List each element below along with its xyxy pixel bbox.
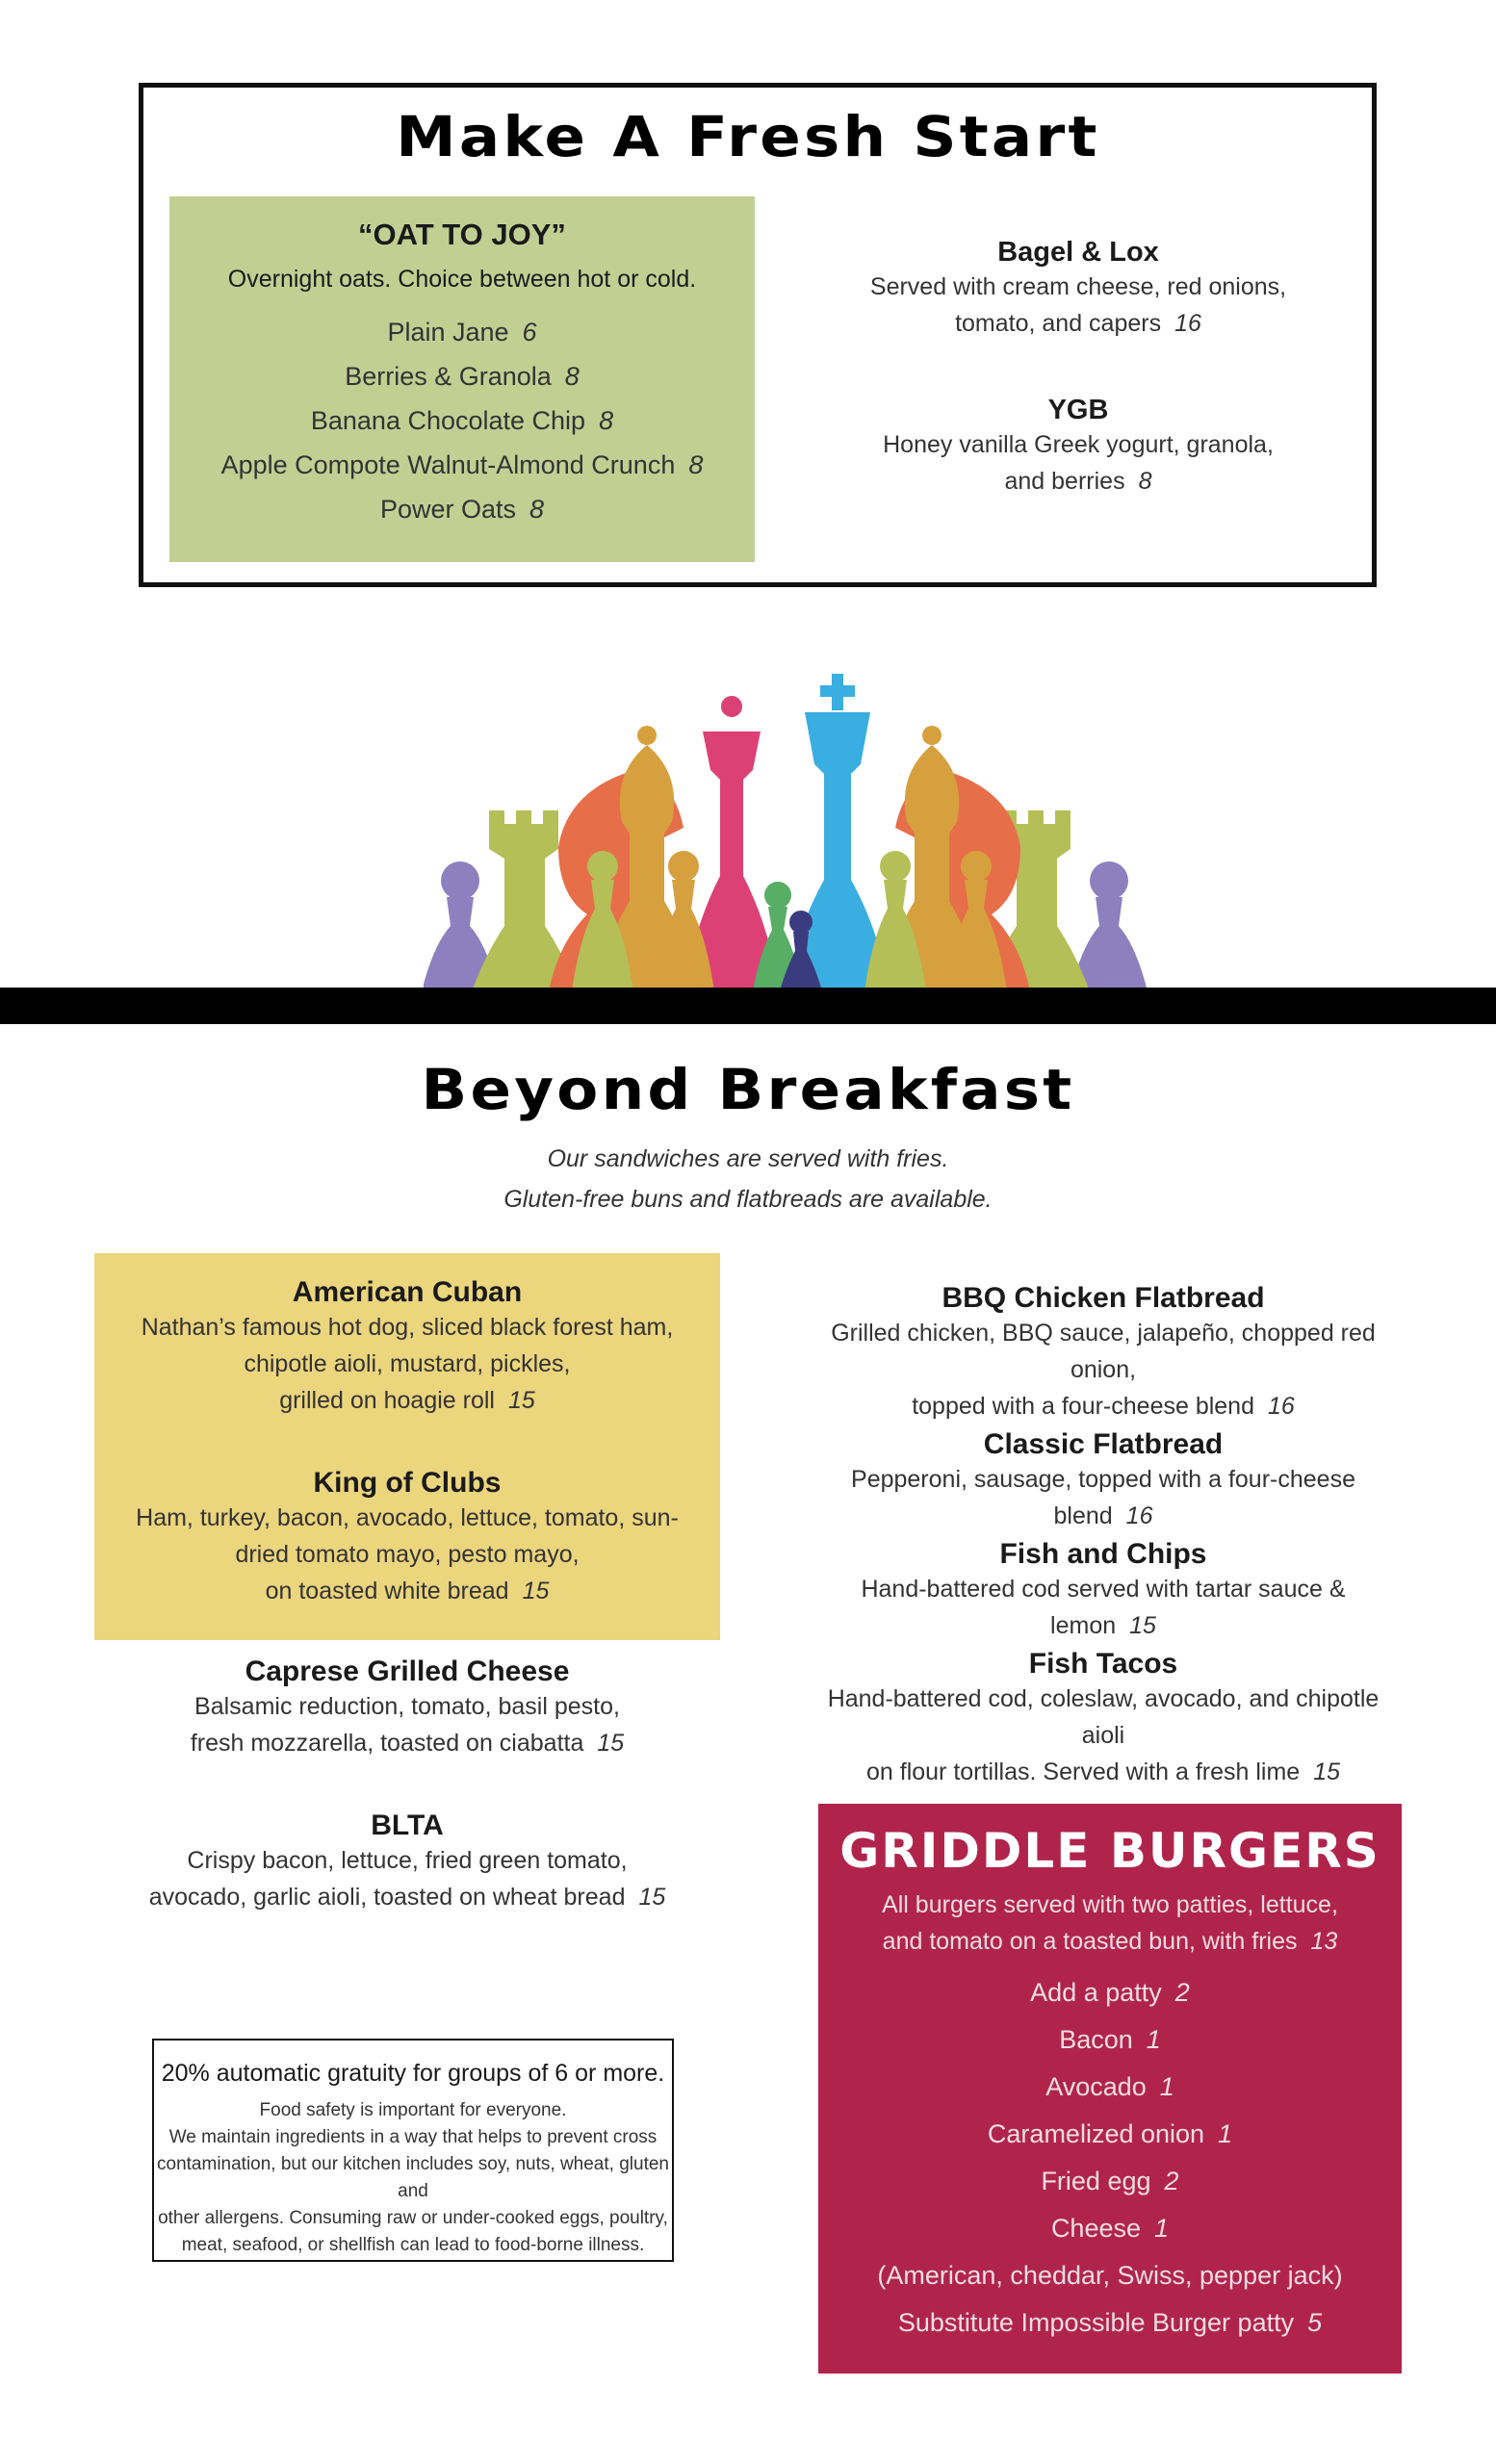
burger-addon: Avocado 1: [1045, 2072, 1174, 2101]
item-name: Apple Compote Walnut-Almond Crunch: [220, 450, 676, 479]
burger-addon: Caramelized onion 1: [987, 2119, 1233, 2148]
item-price: 8: [1138, 468, 1152, 495]
burger-addon: (American, cheddar, Swiss, pepper jack): [877, 2261, 1343, 2290]
item-desc: on flour tortillas. Served with a fresh lime: [866, 1758, 1301, 1785]
oat-subtitle: Overnight oats. Choice between hot or cold.: [227, 266, 697, 293]
item-name: YGB: [1047, 395, 1109, 425]
item-desc: Balsamic reduction, tomato, basil pesto,: [194, 1693, 620, 1720]
item-price: 16: [1268, 1393, 1295, 1420]
item-desc: topped with a four-cheese blend: [912, 1393, 1254, 1420]
menu-item: [169, 495, 755, 525]
item-price: 15: [522, 1578, 550, 1604]
item-price: 15: [1313, 1758, 1340, 1785]
menu-item-bagel: [828, 237, 1328, 342]
item-desc: fresh mozzarella, toasted on ciabatta: [190, 1730, 584, 1757]
divider-band: [0, 988, 1496, 1024]
menu-item-caprese: [94, 1656, 720, 1761]
safety-line: We maintain ingredients in a way that helps to prevent cross: [168, 2127, 658, 2147]
item-name: Caprese Grilled Cheese: [245, 1656, 570, 1687]
menu-item-fish-and-chips: [814, 1538, 1392, 1644]
item-desc: Honey vanilla Greek yogurt, granola,: [883, 431, 1274, 458]
intro-line: Gluten-free buns and flatbreads are available.: [503, 1186, 993, 1213]
intro-line: Our sandwiches are served with fries.: [547, 1145, 949, 1172]
griddle-burgers-title: GRIDDLE BURGERS: [839, 1823, 1380, 1879]
item-desc: on toasted white bread: [265, 1578, 509, 1604]
safety-line: contamination, but our kitchen includes soy, nuts, wheat, gluten and: [157, 2154, 669, 2201]
item-desc: Ham, turkey, bacon, avocado, lettuce, tomato, sun-: [136, 1504, 679, 1531]
menu-item-king-of-clubs: [94, 1467, 720, 1609]
item-desc: chipotle aioli, mustard, pickles,: [244, 1350, 571, 1377]
item-desc: Crispy bacon, lettuce, fried green tomato,: [187, 1847, 628, 1874]
item-desc: Hand-battered cod served with tartar sauce & lemon: [861, 1576, 1346, 1639]
item-desc: avocado, garlic aioli, toasted on wheat bread: [148, 1884, 626, 1911]
item-price: 8: [599, 406, 614, 435]
gratuity-title: 20% automatic gratuity for groups of 6 or more.: [161, 2060, 665, 2087]
item-name: BLTA: [371, 1810, 444, 1841]
menu-item: [169, 450, 755, 480]
item-price: 8: [564, 362, 580, 391]
item-desc: tomato, and capers: [955, 310, 1162, 337]
item-name: King of Clubs: [313, 1467, 502, 1499]
item-price: 6: [522, 318, 537, 346]
item-name: Berries & Granola: [345, 362, 552, 391]
item-price: 16: [1174, 310, 1201, 337]
burger-addon: Fried egg 2: [1041, 2167, 1179, 2195]
burger-desc: and tomato on a toasted bun, with fries: [882, 1928, 1298, 1955]
menu-item-blta: [94, 1810, 720, 1915]
item-name: American Cuban: [292, 1276, 523, 1308]
burger-desc: All burgers served with two patties, lettuce,: [882, 1891, 1338, 1918]
gratuity-notice: [152, 2039, 674, 2262]
menu-item-bbq-flatbread: [814, 1282, 1392, 1424]
item-name: Power Oats: [379, 495, 517, 524]
burger-price: 13: [1310, 1928, 1338, 1955]
burger-addon: Substitute Impossible Burger patty 5: [897, 2308, 1323, 2337]
item-desc: Grilled chicken, BBQ sauce, jalapeño, chopped red onion,: [831, 1320, 1376, 1383]
item-name: BBQ Chicken Flatbread: [941, 1282, 1265, 1314]
item-price: 15: [1129, 1612, 1156, 1639]
item-name: Fish Tacos: [1028, 1648, 1178, 1680]
griddle-burgers-panel: [818, 1804, 1402, 2374]
menu-item-ygb: [828, 395, 1328, 500]
menu-item: [169, 406, 755, 436]
item-name: Fish and Chips: [999, 1538, 1207, 1570]
item-name: Plain Jane: [387, 318, 509, 346]
item-price: 16: [1125, 1502, 1153, 1529]
menu-item-fish-tacos: [814, 1648, 1392, 1790]
item-desc: dried tomato mayo, pesto mayo,: [235, 1541, 580, 1568]
safety-line: meat, seafood, or shellfish can lead to food-borne illness.: [181, 2235, 645, 2255]
item-desc: Nathan’s famous hot dog, sliced black forest ham,: [141, 1314, 674, 1341]
safety-line: Food safety is important for everyone.: [259, 2100, 567, 2120]
fresh-start-title: Make A Fresh Start: [396, 104, 1100, 169]
menu-item: [169, 318, 755, 347]
item-desc: and berries: [1004, 468, 1125, 495]
beyond-breakfast-title: Beyond Breakfast: [421, 1057, 1075, 1122]
burger-addon: Add a patty 2: [1030, 1978, 1190, 2007]
safety-line: other allergens. Consuming raw or under-cooked eggs, poultry,: [158, 2208, 668, 2228]
item-price: 15: [507, 1387, 535, 1414]
item-name: Classic Flatbread: [983, 1428, 1224, 1460]
item-name: Banana Chocolate Chip: [310, 406, 586, 435]
burger-addon: Bacon 1: [1059, 2025, 1161, 2054]
oat-title: “OAT TO JOY”: [358, 218, 566, 251]
item-desc: Served with cream cheese, red onions,: [869, 273, 1287, 300]
item-price: 15: [638, 1884, 666, 1911]
burger-addon: Cheese 1: [1050, 2214, 1170, 2243]
item-desc: Hand-battered cod, coleslaw, avocado, and chipotle aioli: [827, 1685, 1380, 1749]
item-price: 8: [529, 495, 545, 524]
item-name: Bagel & Lox: [997, 237, 1159, 268]
menu-item-american-cuban: [94, 1276, 720, 1419]
item-desc: Pepperoni, sausage, topped with a four-cheese blend: [851, 1466, 1355, 1529]
item-desc: grilled on hoagie roll: [279, 1387, 495, 1414]
item-price: 15: [597, 1730, 625, 1757]
menu-item: [169, 362, 755, 392]
menu-item-classic-flatbread: [814, 1428, 1392, 1534]
item-price: 8: [688, 450, 704, 479]
chess-pieces-illustration: [424, 674, 1155, 991]
